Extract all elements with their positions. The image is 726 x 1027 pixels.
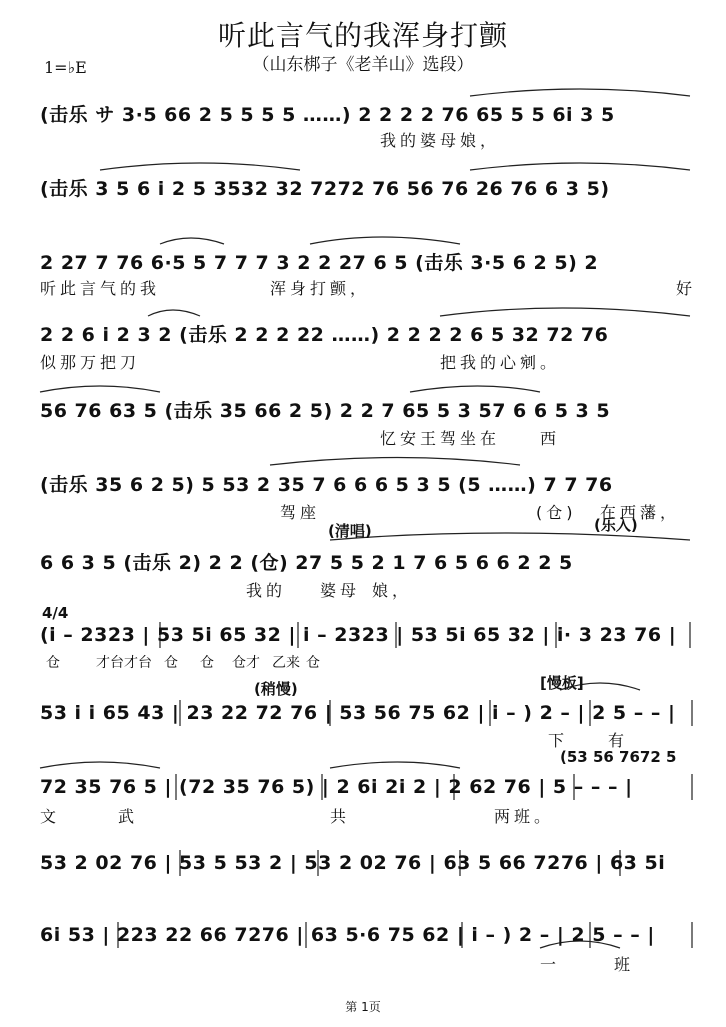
lyric-8-4: 仓 (200, 655, 214, 671)
notation-line-4: 2 2 6 i 2 3 2 (击乐 2 2 2 22 ……) 2 2 2 2 6 5 32 72 76 (40, 324, 609, 346)
lyric-1-1: 我的婆母娘， (380, 131, 501, 150)
notation-line-9: 53 i i 65 43 | 23 22 72 76 | 53 56 75 62 | i – ) 2 – | 2 5 – – | (40, 702, 676, 724)
lyric-9-1: 下 (548, 731, 569, 750)
notation-line-10: 72 35 76 5 | (72 35 76 5) | 2 6i 2i 2 | 2 62 76 | 5 – – – | (40, 776, 633, 798)
lyric-7-2: 婆母 (320, 581, 361, 600)
lyric-10-3: 共 (330, 807, 351, 826)
lyric-4-2: 把我的心剜。 (440, 353, 561, 372)
notation-line-5: 56 76 63 5 (击乐 35 66 2 5) 2 2 7 65 5 3 57 6 6 5 3 5 (40, 400, 611, 422)
lyric-8-2: 才台才台 (96, 655, 152, 671)
lyric-7-3: 娘， (372, 581, 413, 600)
lyric-3-2: 浑身打颤， (270, 279, 371, 298)
lyric-8-1: 仓 (46, 655, 60, 671)
notation-line-11: 53 2 02 76 | 53 5 53 2 | 53 2 02 76 | 63 5 66 7276 | 63 5i (40, 852, 666, 874)
lyric-10-1: 文 (40, 807, 61, 826)
lyric-6-2: (仓) (536, 503, 577, 522)
notation-line-6: (击乐 35 6 2 5) 5 53 2 35 7 6 6 6 5 3 5 (5 ……) 7 7 76 (40, 474, 613, 496)
lyric-10-4: 两班。 (494, 807, 555, 826)
lyric-12-1: 一 (540, 955, 561, 974)
lyric-3-1: 听此言气的我 (40, 279, 161, 298)
lyric-4-1: 似那万把刀 (40, 353, 141, 372)
lyric-5-1: 忆安王驾坐在 (380, 429, 501, 448)
notation-line-7: 6 6 3 5 (击乐 2) 2 2 (仓) 27 5 5 2 1 7 6 5 6 6 2 2 5 (40, 552, 573, 574)
lyric-12-2: 班 (614, 955, 635, 974)
lyric-6-1: 驾座 (280, 503, 321, 522)
notation-line-8: (i – 2323 | 53 5i 65 32 | i – 2323 | 53 5i 65 32 | i· 3 23 76 | (40, 624, 677, 646)
score-title: 听此言气的我浑身打颤 (217, 19, 508, 52)
notation-line-3: 2 27 7 76 6·5 5 7 7 7 3 2 2 27 6 5 (击乐 3·5 6 2 5) 2 (40, 252, 599, 274)
notation-line-2: (击乐 3 5 6 i 2 5 3532 32 7272 76 56 76 26 76 6 3 5) (40, 178, 610, 200)
lyric-10-2: 武 (118, 807, 139, 826)
lyric-8-7: 仓 (306, 655, 320, 671)
annotation-accompaniment: (53 56 7672 5 (560, 748, 677, 766)
key-signature: 1=♭E (44, 58, 87, 77)
lyric-9-2: 有 (608, 731, 629, 750)
time-signature: 4/4 (42, 604, 69, 622)
annotation-qingchang: (清唱) (328, 522, 372, 540)
lyric-8-3: 仓 (164, 655, 178, 671)
annotation-yueru: (乐入) (594, 516, 638, 534)
annotation-shaoman: (稍慢) (254, 680, 298, 698)
notation-line-12: 6i 53 | 223 22 66 7276 | 63 5·6 75 62 | i – ) 2 – | 2 5 – – | (40, 924, 655, 946)
page-number: 第 1页 (345, 1000, 381, 1014)
lyric-8-5: 仓才 (232, 655, 260, 671)
notation-line-1: (击乐 サ 3·5 66 2 5 5 5 5 ……) 2 2 2 2 76 65 5 5 6i 3 5 (40, 104, 615, 126)
annotation-manban: [慢板] (540, 674, 584, 692)
lyric-3-3: 好 (676, 279, 697, 298)
lyric-5-2: 西 (540, 429, 561, 448)
lyric-8-6: 乙来 (272, 655, 300, 671)
score-subtitle: （山东梆子《老羊山》选段） (252, 55, 474, 75)
lyric-7-1: 我的 (246, 581, 287, 600)
lyric-6-3: 在西藩， (600, 503, 681, 522)
